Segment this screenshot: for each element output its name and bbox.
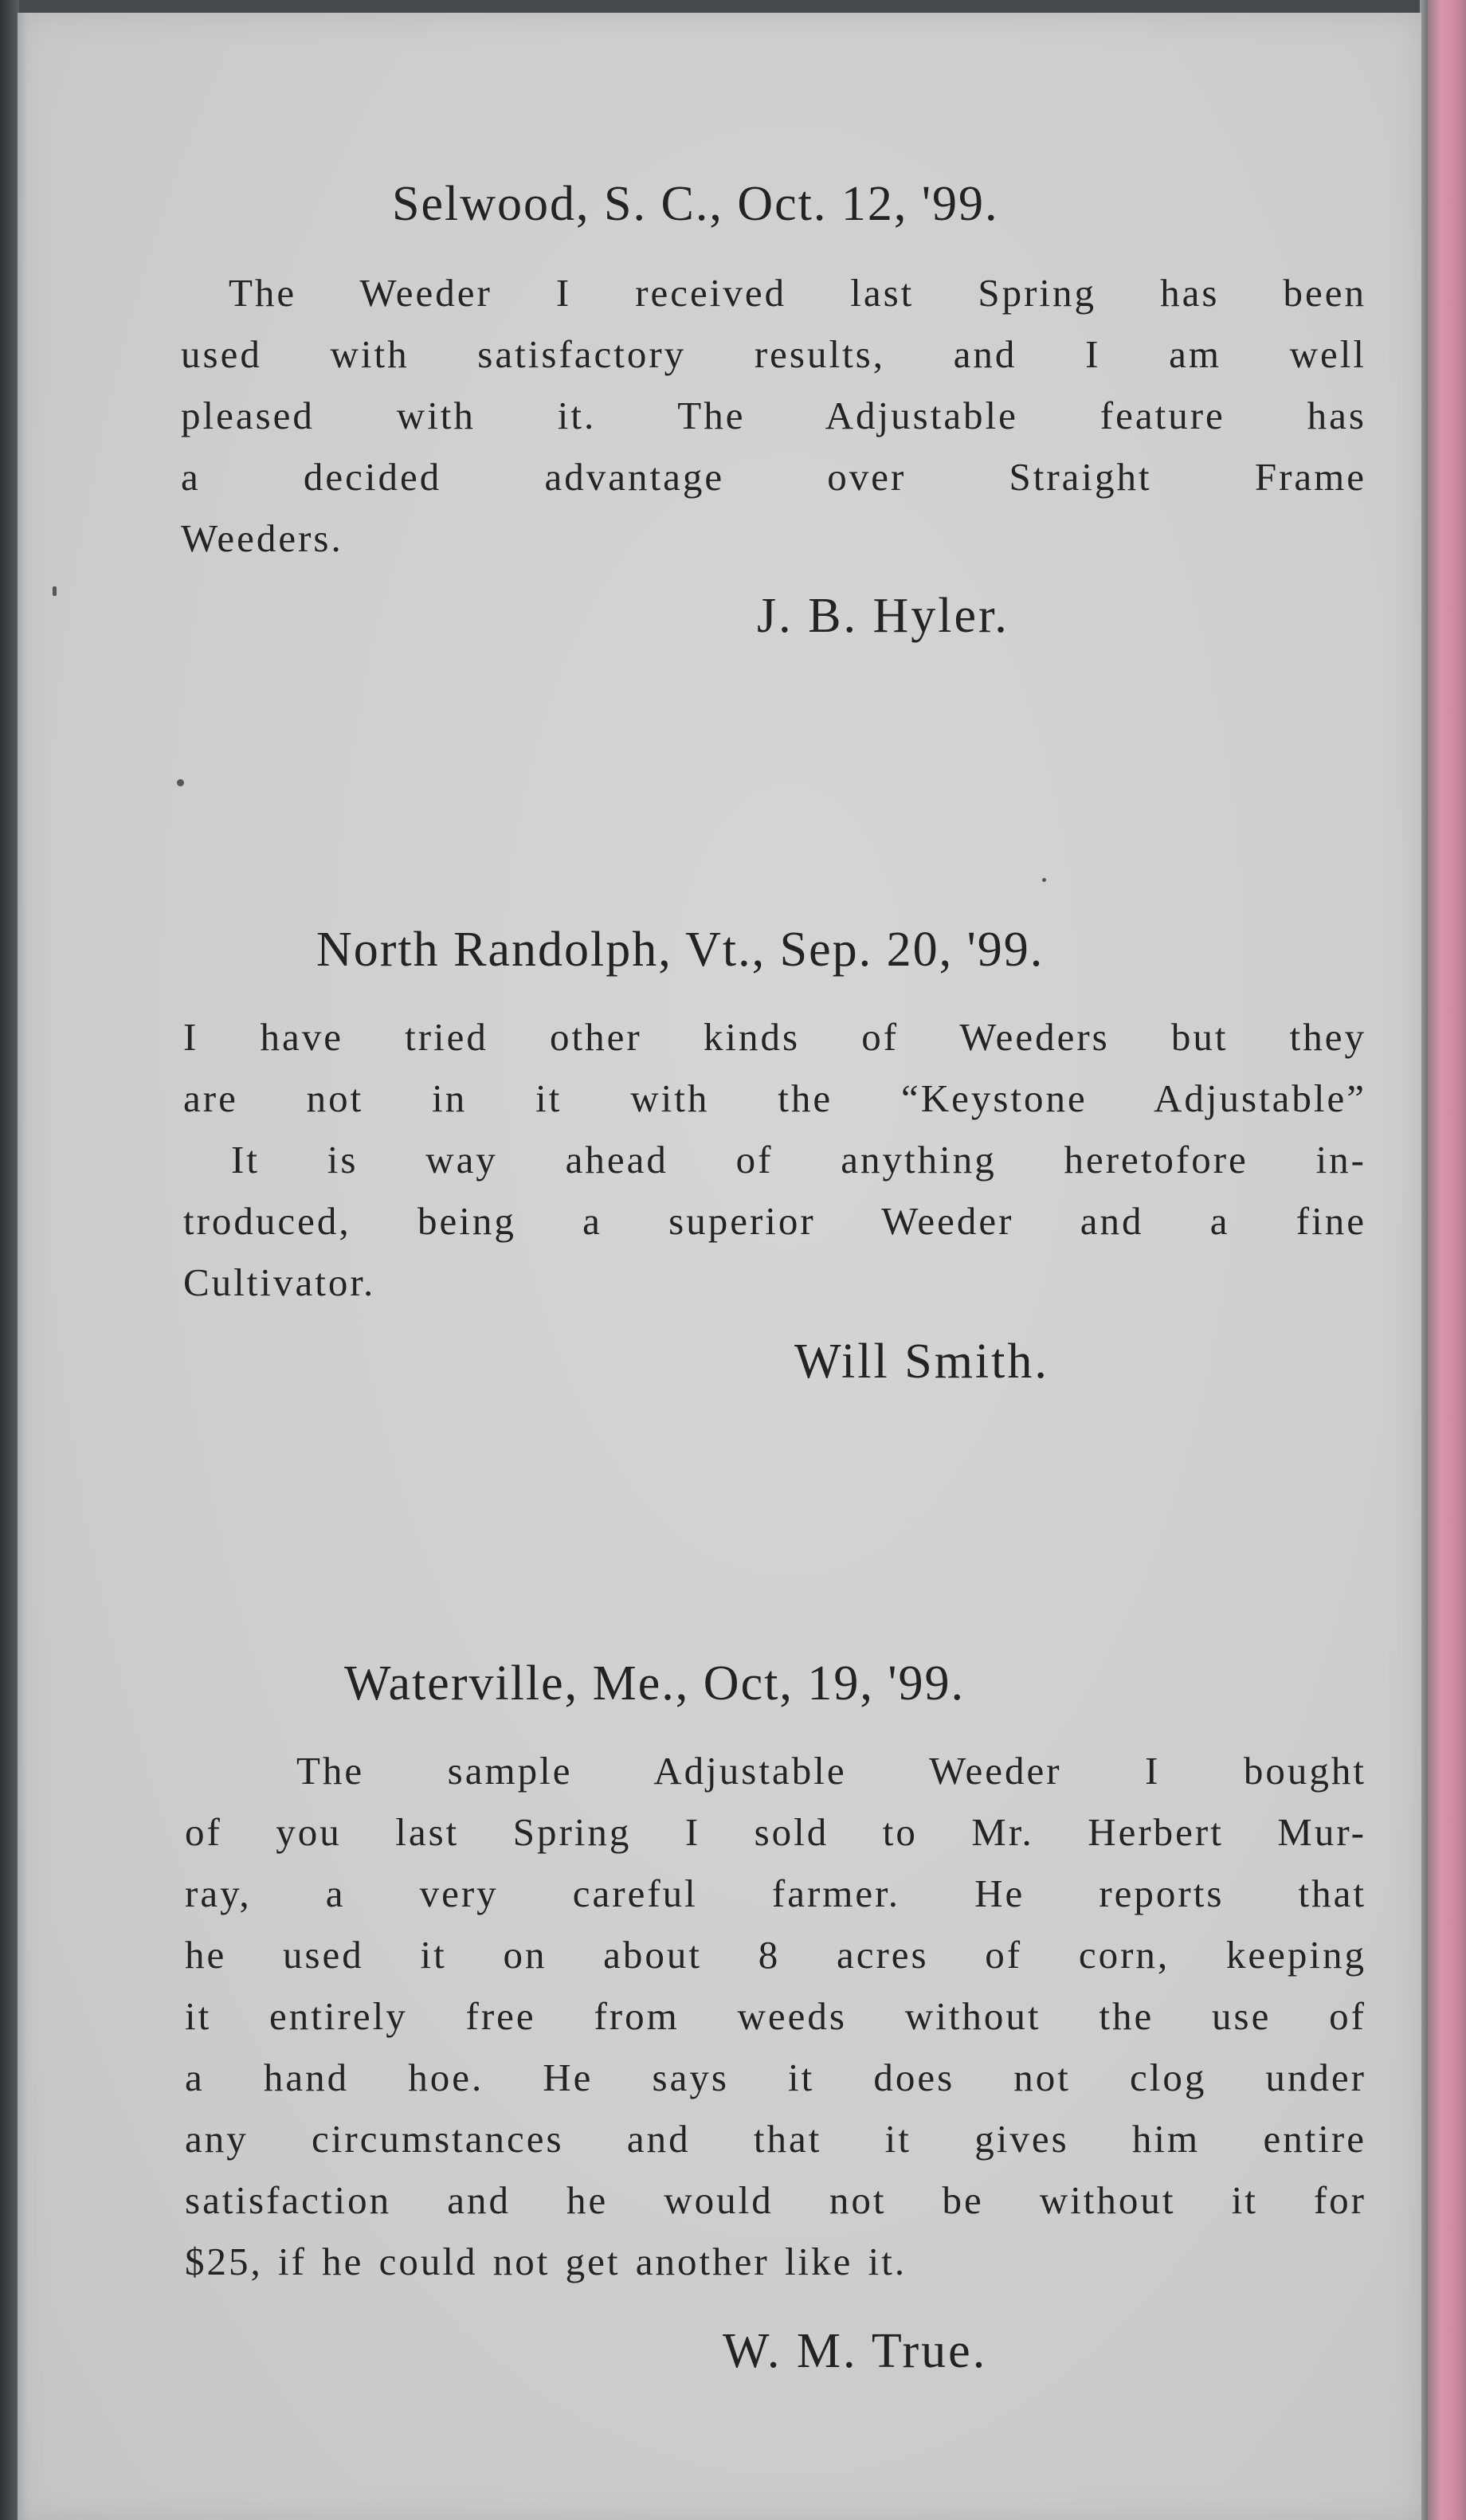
ink-speck <box>1042 878 1046 882</box>
body-line: used with satisfactory results, and I am well <box>181 332 1366 376</box>
letter-dateline: Selwood, S. C., Oct. 12, '99. <box>392 177 999 231</box>
binding-edge <box>0 0 19 2520</box>
body-line: of you last Spring I sold to Mr. Herbert Mur- <box>185 1810 1366 1854</box>
body-line: troduced, being a superior Weeder and a fine <box>183 1199 1366 1243</box>
body-line: I have tried other kinds of Weeders but they <box>183 1015 1366 1059</box>
ink-speck <box>177 779 184 786</box>
body-line: a hand hoe. He says it does not clog under <box>185 2056 1366 2099</box>
body-line: any circumstances and that it gives him entire <box>185 2117 1366 2161</box>
page-fold-shadow <box>18 13 27 2520</box>
body-line: are not in it with the “Keystone Adjustable” <box>183 1076 1366 1120</box>
letter-body <box>181 262 1366 569</box>
letter-dateline: North Randolph, Vt., Sep. 20, '99. <box>316 923 1045 977</box>
body-line: $25, if he could not get another like it. <box>185 2240 907 2283</box>
letter-signature: J. B. Hyler. <box>757 589 1009 643</box>
body-line: Cultivator. <box>183 1260 376 1304</box>
body-line: The Weeder I received last Spring has been <box>229 271 1366 315</box>
body-line: ray, a very careful farmer. He reports that <box>185 1871 1366 1915</box>
body-line: pleased with it. The Adjustable feature has <box>181 394 1366 437</box>
body-line: satisfaction and he would not be without it for <box>185 2178 1366 2222</box>
body-line: Weeders. <box>181 516 343 560</box>
body-line: It is way ahead of anything heretofore in- <box>231 1138 1366 1182</box>
document-page <box>18 13 1421 2520</box>
body-line: it entirely free from weeds without the use of <box>185 1994 1366 2038</box>
pink-cover-edge <box>1428 0 1466 2520</box>
ink-speck <box>53 586 57 596</box>
body-line: The sample Adjustable Weeder I bought <box>296 1749 1366 1793</box>
letter-signature: Will Smith. <box>794 1334 1049 1389</box>
body-line: he used it on about 8 acres of corn, keeping <box>185 1933 1366 1977</box>
letter-dateline: Waterville, Me., Oct, 19, '99. <box>344 1656 965 1711</box>
body-line: a decided advantage over Straight Frame <box>181 455 1366 499</box>
letter-signature: W. M. True. <box>723 2324 988 2378</box>
letter-body <box>185 1740 1366 2292</box>
letter-body <box>183 1006 1366 1313</box>
